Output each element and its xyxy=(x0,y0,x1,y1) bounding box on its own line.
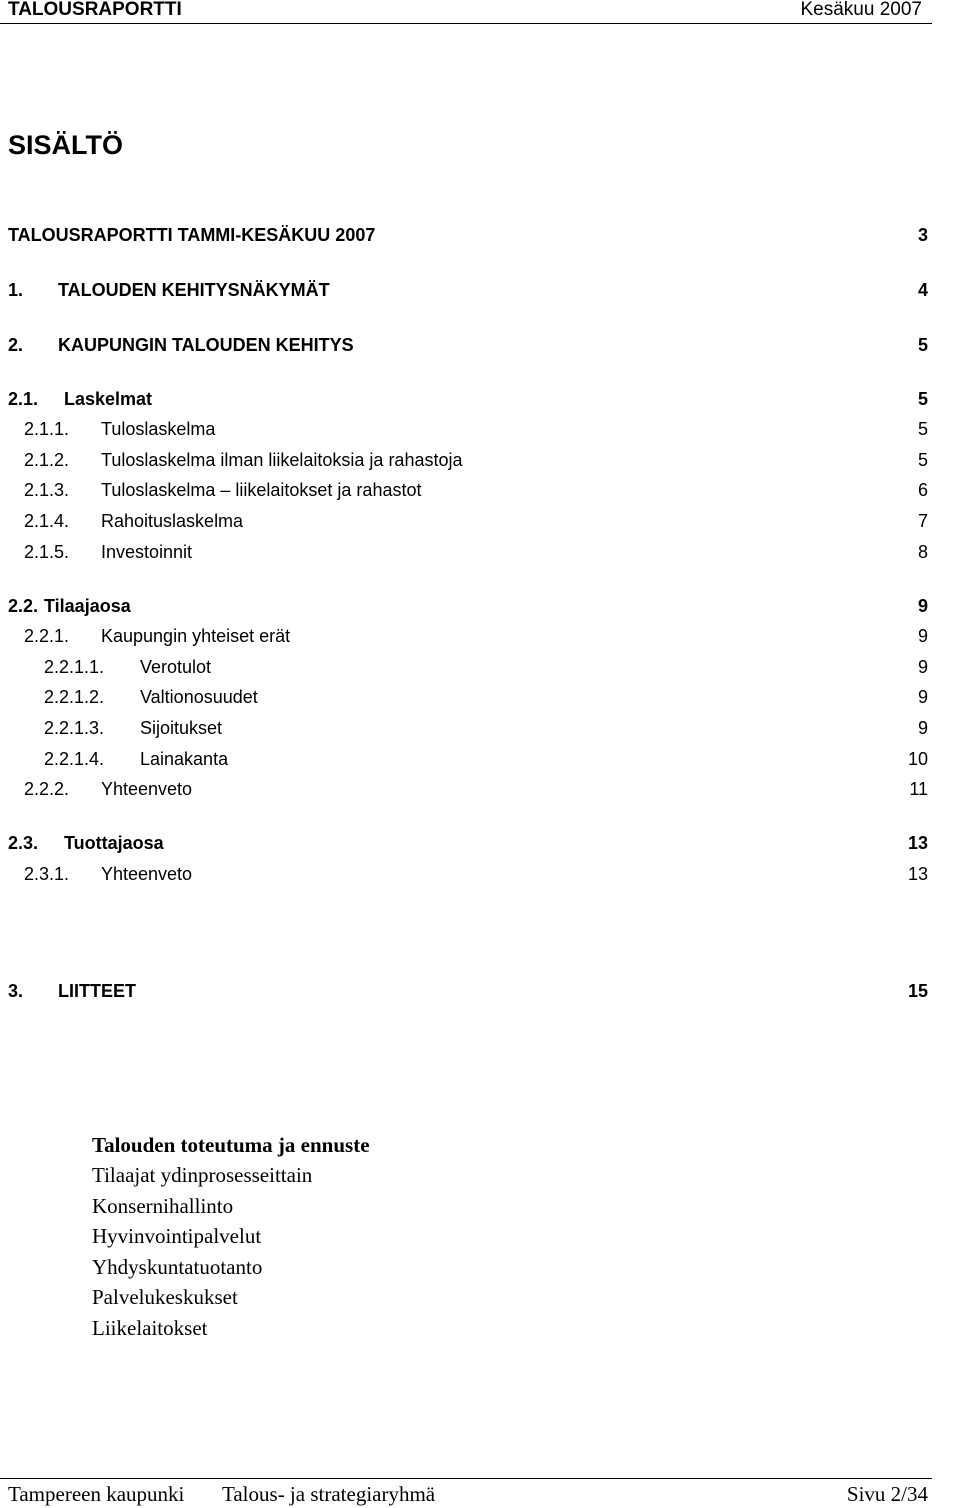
toc-entry-page: 13 xyxy=(907,864,928,884)
toc-entry[interactable] xyxy=(0,280,932,304)
toc-entry-number: 2.2.1.2. xyxy=(44,687,105,707)
header-report-title: TALOUSRAPORTTI xyxy=(8,0,182,20)
toc-entry-page: 5 xyxy=(917,450,928,470)
toc-entry-label: Tuloslaskelma ilman liikelaitoksia ja rahastoja xyxy=(101,450,463,470)
footer-rule xyxy=(0,1478,932,1479)
toc-entry-page: 15 xyxy=(907,981,928,1001)
toc-entry-page: 3 xyxy=(917,225,928,245)
toc-entry[interactable] xyxy=(0,225,932,249)
toc-entry-number: 2.1.3. xyxy=(24,480,70,500)
toc-entry-number: 2.1.4. xyxy=(24,511,70,531)
toc-entry-label: KAUPUNGIN TALOUDEN KEHITYS xyxy=(58,335,354,355)
toc-entry-label: Investoinnit xyxy=(101,542,193,562)
toc-entry-number: 2.2.1.3. xyxy=(44,718,105,738)
toc-entry[interactable] xyxy=(0,335,932,359)
toc-entry-page: 9 xyxy=(917,687,928,707)
attachment-item[interactable]: Konsernihallinto xyxy=(92,1194,234,1218)
toc-entry-label: Sijoitukset xyxy=(140,718,223,738)
toc-entry[interactable] xyxy=(0,389,932,413)
toc-entry[interactable] xyxy=(0,864,932,888)
toc-entry-number: 2.2.1.1. xyxy=(44,657,105,677)
toc-entry-number: 2. xyxy=(8,335,24,355)
toc-entry-label: Tuloslaskelma – liikelaitokset ja rahastot xyxy=(101,480,422,500)
toc-entry-number: 2.2.1. xyxy=(24,626,70,646)
toc-entry-page: 11 xyxy=(909,779,928,799)
toc-entry[interactable] xyxy=(0,450,932,474)
toc-entry-label: Valtionosuudet xyxy=(140,687,258,707)
toc-entry-page: 5 xyxy=(917,335,928,355)
toc-entry-page: 10 xyxy=(907,749,928,769)
toc-entry-number: 2.2. xyxy=(8,596,39,616)
toc-entry[interactable] xyxy=(0,480,932,504)
attachment-item[interactable]: Liikelaitokset xyxy=(92,1316,208,1340)
toc-entry[interactable] xyxy=(0,833,932,857)
toc-entry[interactable] xyxy=(0,596,932,620)
toc-entry-number: 2.1. xyxy=(8,389,39,409)
toc-entry-number: 2.1.5. xyxy=(24,542,70,562)
toc-entry-label: Rahoituslaskelma xyxy=(101,511,244,531)
toc-entry[interactable] xyxy=(0,657,932,681)
toc-entry-label: TALOUDEN KEHITYSNÄKYMÄT xyxy=(58,280,330,300)
toc-entry-label: Tuottajaosa xyxy=(64,833,164,853)
toc-entry-label: Laskelmat xyxy=(64,389,153,409)
attachment-item[interactable]: Tilaajat ydinprosesseittain xyxy=(92,1163,313,1187)
toc-entry-label: Tuloslaskelma xyxy=(101,419,216,439)
toc-entry-number: 2.2.1.4. xyxy=(44,749,105,769)
toc-entry-number: 2.2.2. xyxy=(24,779,70,799)
toc-entry-number: 1. xyxy=(8,280,24,300)
footer-unit: Talous- ja strategiaryhmä xyxy=(222,1482,436,1506)
toc-entry-page: 4 xyxy=(917,280,928,300)
toc-entry[interactable] xyxy=(0,687,932,711)
toc-entry[interactable] xyxy=(0,626,932,650)
toc-entry[interactable] xyxy=(0,749,932,773)
toc-entry-number: 2.1.1. xyxy=(24,419,70,439)
footer-page-number: Sivu 2/34 xyxy=(846,1482,928,1506)
toc-entry-label: LIITTEET xyxy=(58,981,136,1001)
toc-entry[interactable] xyxy=(0,718,932,742)
toc-entry-page: 9 xyxy=(917,657,928,677)
page-title: SISÄLTÖ xyxy=(8,130,124,160)
toc-entry-number: 3. xyxy=(8,981,24,1001)
toc-entry-number: 2.3.1. xyxy=(24,864,70,884)
toc-entry-page: 9 xyxy=(917,596,928,616)
attachment-item[interactable]: Palvelukeskukset xyxy=(92,1285,238,1309)
toc-entry[interactable] xyxy=(0,419,932,443)
toc-entry-label: Yhteenveto xyxy=(101,864,193,884)
toc-entry-label: TALOUSRAPORTTI TAMMI-KESÄKUU 2007 xyxy=(8,225,376,245)
toc-entry-number: 2.1.2. xyxy=(24,450,70,470)
attachment-item[interactable]: Hyvinvointipalvelut xyxy=(92,1224,262,1248)
toc-entry-page: 9 xyxy=(917,626,928,646)
toc-entry-label: Kaupungin yhteiset erät xyxy=(101,626,291,646)
toc-entry-page: 13 xyxy=(907,833,928,853)
header-date: Kesäkuu 2007 xyxy=(800,0,922,20)
toc-entry[interactable] xyxy=(0,542,932,566)
toc-entry-page: 5 xyxy=(917,419,928,439)
toc-entry-page: 5 xyxy=(917,389,928,409)
attachment-item[interactable]: Talouden toteutuma ja ennuste xyxy=(92,1133,370,1157)
header-rule xyxy=(0,23,932,24)
toc-entry[interactable] xyxy=(0,981,932,1005)
toc-entry-page: 9 xyxy=(917,718,928,738)
toc-entry-page: 7 xyxy=(917,511,928,531)
toc-entry-label: Yhteenveto xyxy=(101,779,193,799)
toc-entry-page: 6 xyxy=(917,480,928,500)
page-header xyxy=(0,0,960,22)
toc-entry-page: 8 xyxy=(917,542,928,562)
toc-entry[interactable] xyxy=(0,779,932,803)
attachment-item[interactable]: Yhdyskuntatuotanto xyxy=(92,1255,263,1279)
toc-entry-label: Lainakanta xyxy=(140,749,229,769)
toc-entry-label: Verotulot xyxy=(140,657,212,677)
page-footer xyxy=(0,1478,960,1508)
toc-entry-number: 2.3. xyxy=(8,833,39,853)
footer-organization: Tampereen kaupunki xyxy=(8,1482,185,1506)
toc-entry-label: Tilaajaosa xyxy=(44,596,131,616)
toc-entry[interactable] xyxy=(0,511,932,535)
